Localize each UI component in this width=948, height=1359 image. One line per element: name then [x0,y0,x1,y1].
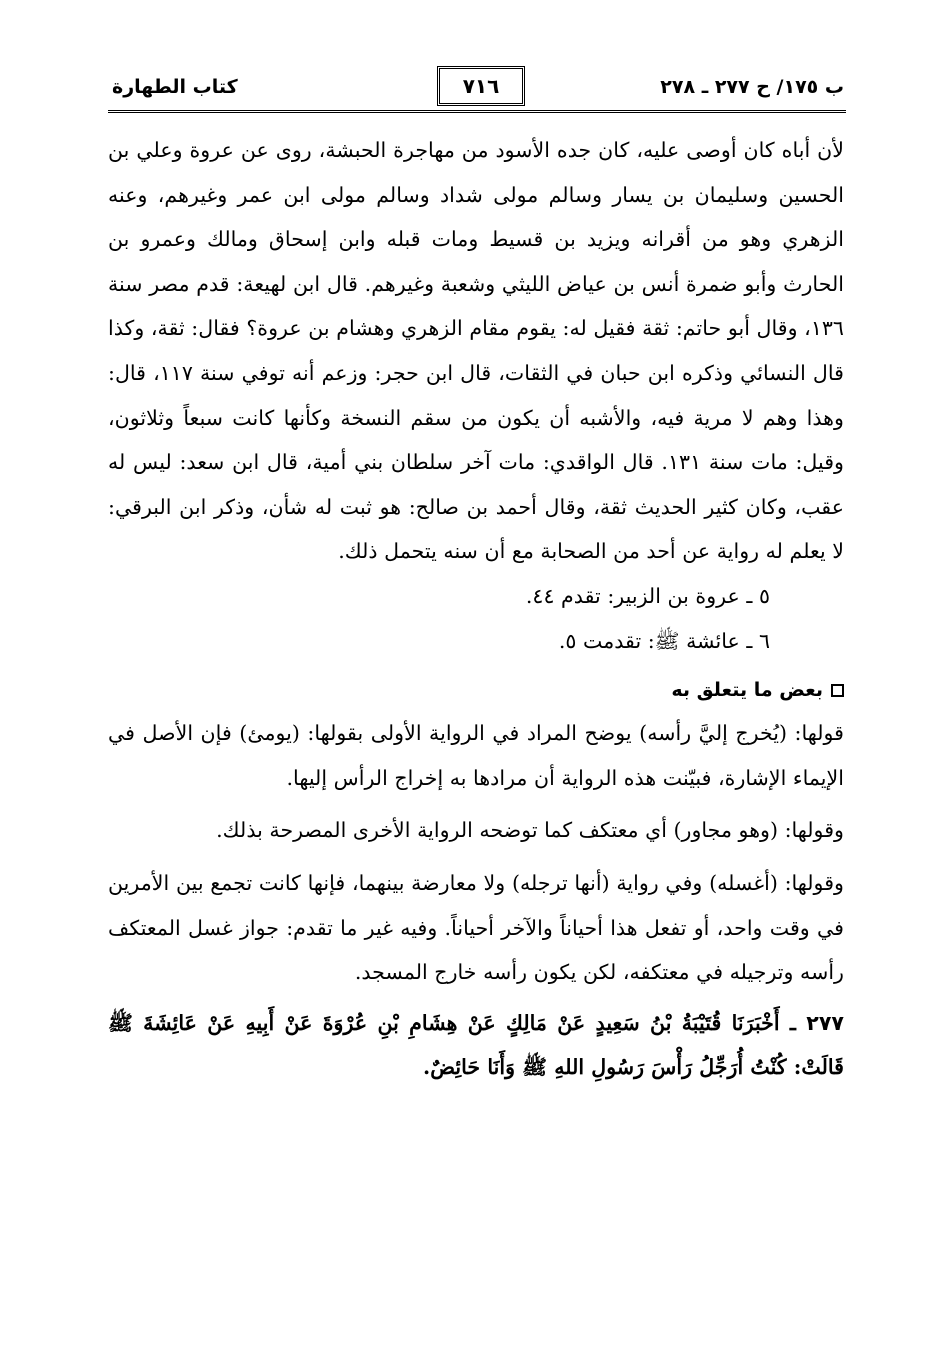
section-heading-text: بعض ما يتعلق به [671,679,823,702]
hadith-body: ـ أَخْبَرَنَا قُتَيْبَةُ بْنُ سَعِيدٍ عَنْ مَالِكٍ عَنْ هِشَامِ بْنِ عُرْوَةَ عَنْ أَبِيهِ عَنْ عَائِشَةَ ﷺ قَالَتْ: كُنْتُ أُرَجِّلُ رَأْسَ رَسُولِ اللهِ ﷺ وَأَنَا حَائِضٌ. [108,1010,844,1080]
narrator-item: ٥ ـ عروة بن الزبير: تقدم ٤٤. [525,583,770,608]
biography-paragraph: لأن أباه كان أوصى عليه، كان جده الأسود من مهاجرة الحبشة، روى عن عروة وعلي بن الحسين وسليمان بن يسار وسالم مولى شداد وسالم مولى ابن عمر وغيرهم، وعنه الزهري وهو من أقرانه ويزيد بن قسيط ومات قبله وابن إسحاق ومالك وعمرو بن الحارث وأبو ضمرة أنس بن عياض الليثي وشعبة وغيرهم. قال ابن لهيعة: قدم مصر سنة ١٣٦، وقال أبو حاتم: ثقة فقيل له: يقوم مقام الزهري وهشام بن عروة؟ فقال: ثقة، وكذا قال النسائي وذكره ابن حبان في الثقات، قال ابن حجر: وزعم أنه توفي سنة ١١٧، قال: وهذا وهم لا مرية فيه، والأشبه أن يكون من سقم النسخة وكأنها كانت سبعاً وثلاثون، وقيل: مات سنة ١٣١. قال الواقدي: مات آخر سلطان بني أمية، قال ابن سعد: ليس له عقب، وكان كثير الحديث ثقة، وقال أحمد بن صالح: هو ثبت له شأن، وذكر ابن البرقي: لا يعلم له رواية عن أحد من الصحابة مع أن سنه يتحمل ذلك. [108,138,844,564]
page-body [108,128,844,1090]
hadith-text [108,1001,844,1090]
header-reference: ب ١٧٥/ ح ٢٧٧ ـ ٢٧٨ [660,76,844,98]
book-title: كتاب الطهارة [112,76,238,98]
narrator-item: ٦ ـ عائشة ﷺ: تقدمت ٥. [558,628,770,653]
header-divider [108,110,846,113]
page-number: ٧١٦ [437,66,525,106]
commentary-paragraph: وقولها: (أغسله) وفي رواية (أنها ترجله) ولا معارضة بينهما، فإنها كانت تجمع بين الأمرين في وقت واحد، أو تفعل هذا أحياناً والآخر أحياناً. وفيه غير ما تقدم: جواز غسل المعتكف رأسه وترجيله في معتكفه، لكن يكون رأسه خارج المسجد. [108,870,844,985]
hadith-number: ٢٧٧ [806,1010,844,1035]
checkbox-square-icon [831,684,844,697]
commentary-paragraph: وقولها: (وهو مجاور) أي معتكف كما توضحه الرواية الأخرى المصرحة بذلك. [216,818,844,843]
commentary-paragraph: قولها: (يُخرج إليَّ رأسه) يوضح المراد في الرواية الأولى بقولها: (يومئ) فإن الأصل في الإيماء الإشارة، فبيّنت هذه الرواية أن مرادها به إخراج الرأس إليها. [108,721,844,790]
section-heading [108,669,844,711]
